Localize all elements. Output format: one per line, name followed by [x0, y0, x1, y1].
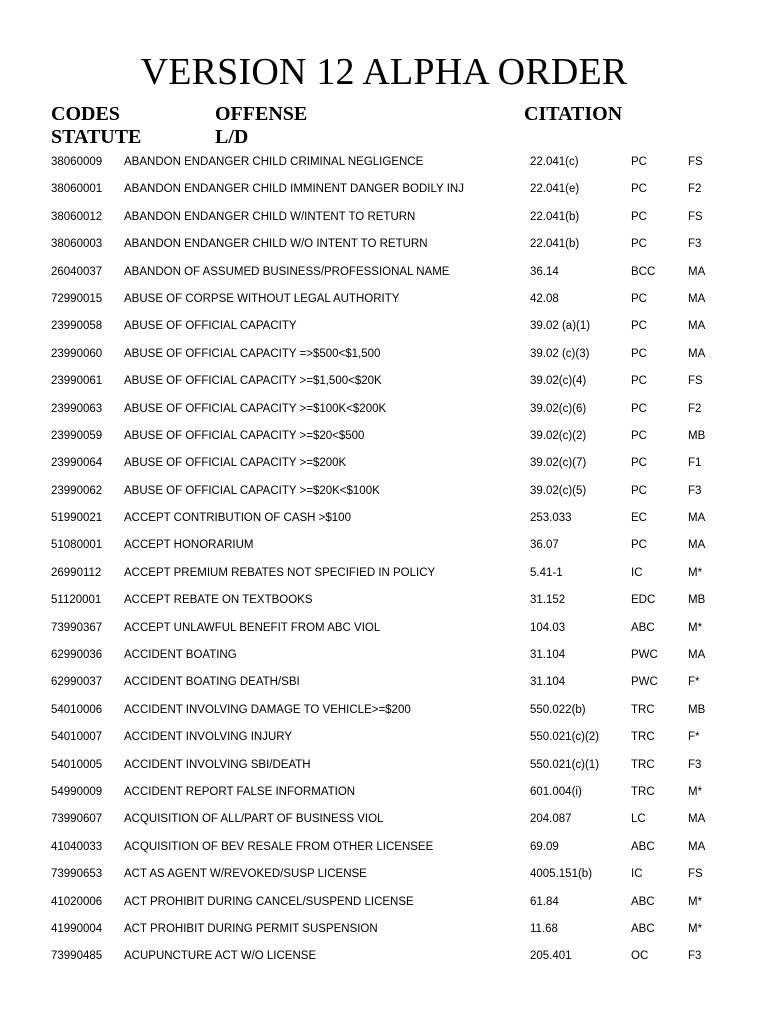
row-statute: PWC [631, 649, 658, 662]
row-code: 73990653 [51, 868, 103, 881]
row-ld: MB [688, 703, 706, 716]
row-statute: PC [631, 210, 647, 223]
table-row [0, 669, 768, 696]
row-citation: 104.03 [530, 621, 566, 634]
table-row [0, 478, 768, 505]
row-offense: ACT PROHIBIT DURING CANCEL/SUSPEND LICENSE [124, 895, 414, 908]
row-citation: 36.07 [530, 539, 559, 552]
row-ld: F3 [688, 484, 702, 497]
row-offense: ABUSE OF OFFICIAL CAPACITY >=$20K<$100K [124, 484, 380, 497]
row-ld: F3 [688, 950, 702, 963]
row-citation: 11.68 [530, 922, 558, 935]
table-row [0, 806, 768, 833]
row-ld: FS [688, 375, 703, 388]
header-offense: OFFENSE [215, 103, 308, 125]
row-statute: LC [631, 813, 646, 826]
row-offense: ACQUISITION OF BEV RESALE FROM OTHER LICENSEE [124, 840, 434, 853]
row-offense: ABUSE OF CORPSE WITHOUT LEGAL AUTHORITY [124, 292, 400, 305]
row-citation: 205.401 [530, 950, 572, 963]
row-code: 38060003 [51, 238, 103, 251]
row-offense: ABUSE OF OFFICIAL CAPACITY >=$1,500<$20K [124, 375, 382, 388]
row-ld: F3 [688, 758, 702, 771]
row-statute: IC [631, 566, 643, 579]
row-ld: MA [688, 649, 706, 662]
row-statute: PC [631, 539, 647, 552]
row-statute: PC [631, 292, 647, 305]
row-ld: FS [688, 210, 703, 223]
row-offense: ACCEPT UNLAWFUL BENEFIT FROM ABC VIOL [124, 621, 381, 634]
row-ld: MA [688, 539, 706, 552]
table-row [0, 697, 768, 724]
table-row [0, 615, 768, 642]
row-citation: 550.021(c)(1) [530, 758, 600, 771]
row-citation: 39.02(c)(2) [530, 429, 587, 442]
row-statute: PC [631, 457, 647, 470]
table-row [0, 752, 768, 779]
row-citation: 253.033 [530, 512, 572, 525]
row-statute: TRC [631, 785, 655, 798]
row-offense: ACQUISITION OF ALL/PART OF BUSINESS VIOL [124, 813, 384, 826]
row-code: 23990058 [51, 320, 103, 333]
row-ld: MA [688, 813, 706, 826]
row-statute: TRC [631, 731, 655, 744]
row-code: 23990061 [51, 375, 103, 388]
row-code: 38060001 [51, 183, 103, 196]
table-row [0, 176, 768, 203]
row-ld: F1 [688, 457, 702, 470]
row-citation: 39.02(c)(7) [530, 457, 587, 470]
row-statute: OC [631, 950, 649, 963]
row-ld: MA [688, 320, 706, 333]
row-ld: F2 [688, 183, 702, 196]
row-code: 73990485 [51, 950, 103, 963]
row-citation: 42.08 [530, 292, 559, 305]
row-ld: F* [688, 731, 700, 744]
table-row [0, 505, 768, 532]
row-code: 41040033 [51, 840, 103, 853]
row-code: 51990021 [51, 512, 103, 525]
table-row [0, 313, 768, 340]
row-statute: PC [631, 320, 647, 333]
table-row [0, 396, 768, 423]
row-ld: MB [688, 429, 706, 442]
table-row [0, 889, 768, 916]
row-code: 54010005 [51, 758, 103, 771]
row-ld: M* [688, 621, 703, 634]
table-row [0, 286, 768, 313]
row-ld: MA [688, 512, 706, 525]
row-citation: 22.041(b) [530, 238, 580, 251]
row-citation: 550.021(c)(2) [530, 731, 600, 744]
row-citation: 39.02 (c)(3) [530, 347, 590, 360]
row-citation: 31.104 [530, 649, 566, 662]
row-offense: ABANDON ENDANGER CHILD CRIMINAL NEGLIGENCE [124, 156, 424, 168]
row-ld: M* [688, 922, 703, 935]
row-citation: 601.004(i) [530, 785, 582, 798]
row-code: 23990064 [51, 457, 103, 470]
offense-table [0, 149, 768, 971]
header-citation: CITATION [524, 103, 623, 125]
row-statute: PC [631, 375, 647, 388]
row-citation: 31.152 [530, 594, 566, 607]
row-offense: ABANDON OF ASSUMED BUSINESS/PROFESSIONAL NAME [124, 265, 450, 278]
row-ld: MA [688, 292, 706, 305]
row-statute: ABC [631, 621, 655, 634]
row-statute: TRC [631, 758, 655, 771]
table-row [0, 916, 768, 943]
row-code: 41020006 [51, 895, 103, 908]
row-ld: MA [688, 840, 706, 853]
table-row [0, 560, 768, 587]
row-citation: 22.041(b) [530, 210, 580, 223]
row-ld: MA [688, 265, 706, 278]
row-statute: BCC [631, 265, 656, 278]
table-row [0, 231, 768, 258]
row-citation: 204.087 [530, 813, 572, 826]
row-offense: ABUSE OF OFFICIAL CAPACITY >=$100K<$200K [124, 402, 387, 415]
table-row [0, 861, 768, 888]
row-citation: 61.84 [530, 895, 559, 908]
row-citation: 4005.151(b) [530, 868, 593, 881]
row-statute: EC [631, 512, 647, 525]
row-citation: 5.41-1 [530, 566, 563, 579]
row-offense: ABANDON ENDANGER CHILD W/INTENT TO RETURN [124, 210, 416, 223]
row-ld: FS [688, 156, 703, 168]
header-ld: L/D [215, 126, 249, 148]
row-statute: PC [631, 402, 647, 415]
row-code: 41990004 [51, 922, 103, 935]
row-offense: ACUPUNCTURE ACT W/O LICENSE [124, 950, 317, 963]
row-offense: ABUSE OF OFFICIAL CAPACITY =>$500<$1,500 [124, 347, 381, 360]
row-offense: ACCIDENT INVOLVING DAMAGE TO VEHICLE>=$200 [124, 703, 411, 716]
row-code: 54990009 [51, 785, 103, 798]
row-code: 54010006 [51, 703, 103, 716]
row-ld: MB [688, 594, 706, 607]
row-statute: ABC [631, 840, 655, 853]
table-row [0, 341, 768, 368]
row-code: 23990062 [51, 484, 103, 497]
row-statute: IC [631, 868, 643, 881]
row-ld: M* [688, 895, 703, 908]
row-statute: PC [631, 484, 647, 497]
row-ld: MA [688, 347, 706, 360]
row-code: 23990060 [51, 347, 103, 360]
table-row [0, 259, 768, 286]
row-offense: ABANDON ENDANGER CHILD W/O INTENT TO RETURN [124, 238, 428, 251]
row-statute: PC [631, 429, 647, 442]
table-row [0, 423, 768, 450]
row-citation: 39.02(c)(4) [530, 375, 587, 388]
table-row [0, 532, 768, 559]
table-row [0, 587, 768, 614]
row-offense: ACT AS AGENT W/REVOKED/SUSP LICENSE [124, 868, 367, 881]
table-row [0, 204, 768, 231]
row-code: 23990059 [51, 429, 103, 442]
row-offense: ACCIDENT BOATING [124, 649, 237, 662]
row-citation: 22.041(e) [530, 183, 580, 196]
row-statute: PC [631, 238, 647, 251]
row-statute: TRC [631, 703, 655, 716]
row-offense: ACCEPT HONORARIUM [124, 539, 254, 552]
row-code: 73990607 [51, 813, 103, 826]
row-code: 54010007 [51, 731, 103, 744]
row-ld: F3 [688, 238, 702, 251]
row-code: 26040037 [51, 265, 103, 278]
row-citation: 39.02(c)(6) [530, 402, 587, 415]
row-code: 23990063 [51, 402, 103, 415]
row-citation: 36.14 [530, 265, 559, 278]
row-statute: PC [631, 183, 647, 196]
row-statute: ABC [631, 895, 655, 908]
row-offense: ACCEPT REBATE ON TEXTBOOKS [124, 594, 313, 607]
row-ld: F2 [688, 402, 702, 415]
row-offense: ABUSE OF OFFICIAL CAPACITY >=$200K [124, 457, 347, 470]
row-code: 62990036 [51, 649, 103, 662]
row-code: 38060012 [51, 210, 103, 223]
row-citation: 39.02(c)(5) [530, 484, 587, 497]
row-offense: ABANDON ENDANGER CHILD IMMINENT DANGER BODILY INJ [124, 183, 464, 196]
row-citation: 22.041(c) [530, 156, 579, 168]
row-statute: PWC [631, 676, 658, 689]
table-row [0, 943, 768, 970]
row-statute: PC [631, 156, 647, 168]
row-citation: 39.02 (a)(1) [530, 320, 591, 333]
row-statute: EDC [631, 594, 656, 607]
row-ld: M* [688, 785, 703, 798]
row-ld: FS [688, 868, 703, 881]
row-statute: PC [631, 347, 647, 360]
row-code: 73990367 [51, 621, 103, 634]
table-row [0, 368, 768, 395]
table-row [0, 642, 768, 669]
row-code: 26990112 [51, 566, 102, 579]
row-code: 38060009 [51, 156, 103, 168]
row-code: 51080001 [51, 539, 103, 552]
row-offense: ACCIDENT INVOLVING INJURY [124, 731, 293, 744]
row-ld: F* [688, 676, 700, 689]
row-offense: ACT PROHIBIT DURING PERMIT SUSPENSION [124, 922, 378, 935]
row-code: 62990037 [51, 676, 103, 689]
row-statute: ABC [631, 922, 655, 935]
row-ld: M* [688, 566, 703, 579]
row-offense: ABUSE OF OFFICIAL CAPACITY >=$20<$500 [124, 429, 365, 442]
row-offense: ACCIDENT REPORT FALSE INFORMATION [124, 785, 356, 798]
table-row [0, 834, 768, 861]
row-offense: ACCIDENT BOATING DEATH/SBI [124, 676, 300, 689]
table-row [0, 450, 768, 477]
table-row [0, 779, 768, 806]
header-codes: CODES [51, 103, 120, 125]
table-row [0, 724, 768, 751]
row-citation: 550.022(b) [530, 703, 586, 716]
row-offense: ABUSE OF OFFICIAL CAPACITY [124, 320, 297, 333]
row-citation: 69.09 [530, 840, 559, 853]
row-code: 72990015 [51, 292, 103, 305]
row-offense: ACCIDENT INVOLVING SBI/DEATH [124, 758, 311, 771]
row-citation: 31.104 [530, 676, 566, 689]
row-code: 51120001 [51, 594, 102, 607]
header-statute: STATUTE [51, 126, 142, 148]
page-title: VERSION 12 ALPHA ORDER [140, 51, 628, 93]
row-offense: ACCEPT PREMIUM REBATES NOT SPECIFIED IN POLICY [124, 566, 436, 579]
row-offense: ACCEPT CONTRIBUTION OF CASH >$100 [124, 512, 351, 525]
table-row [0, 149, 768, 176]
